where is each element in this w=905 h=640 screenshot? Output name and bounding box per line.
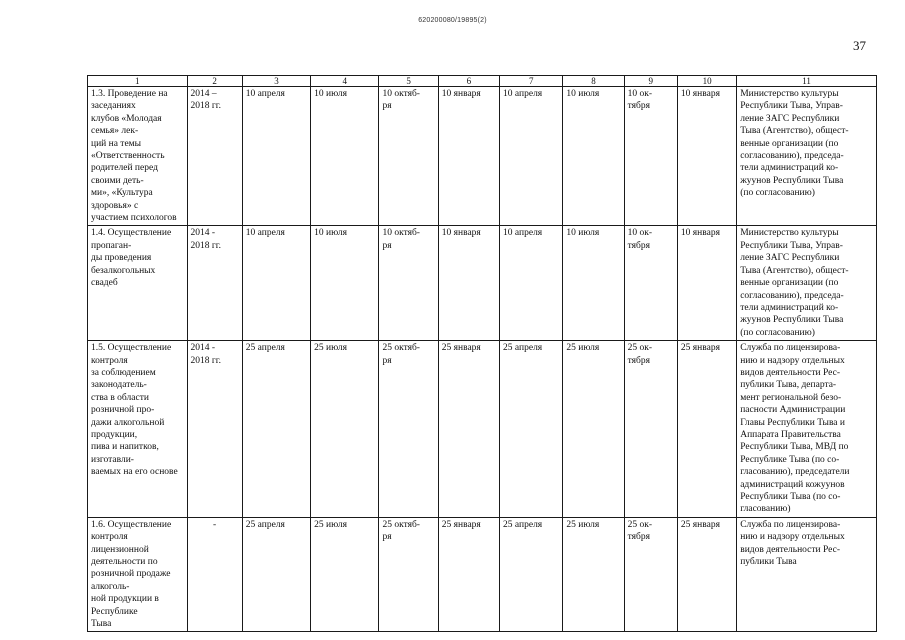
column-header: 2 [187, 76, 242, 87]
date-cell: 10 июля [563, 226, 624, 341]
table-row [88, 226, 877, 341]
period-cell: 2014 – 2018 гг. [187, 87, 242, 226]
date-cell: 25 октяб- ря [379, 341, 438, 518]
column-header: 7 [500, 76, 563, 87]
column-header: 3 [242, 76, 310, 87]
date-cell: 25 ок- тября [624, 341, 677, 518]
executors-cell: Служба по лицензирова- нию и надзору отдельных видов деятельности Рес- публики Тыва, департа- мент региональной безо- пасности Администрации Главы Республики Тыва и Аппарата Правительства Республики Тыва, МВД по Республике Тыва (по со- гласованию), председатели администраций кожуунов Республики Тыва (по со- гласованию) [737, 341, 877, 518]
executors-cell: Служба по лицензирова- нию и надзору отдельных видов деятельности Рес- публики Тыва [737, 517, 877, 632]
column-header: 6 [438, 76, 499, 87]
date-cell: 10 апреля [242, 226, 310, 341]
date-cell: 25 июля [311, 341, 379, 518]
column-header: 8 [563, 76, 624, 87]
column-number-row [88, 76, 877, 87]
date-cell: 10 июля [311, 87, 379, 226]
date-cell: 25 июля [311, 517, 379, 632]
column-header: 4 [311, 76, 379, 87]
date-cell: 25 октяб- ря [379, 517, 438, 632]
date-cell: 10 января [677, 226, 736, 341]
activity-cell: 1.3. Проведение на заседаниях клубов «Молодая семья» лек- ций на темы «Ответственность родителей перед своими деть- ми», «Культура здоровья» с участием психологов [88, 87, 188, 226]
period-cell: 2014 - 2018 гг. [187, 341, 242, 518]
executors-cell: Министерство культуры Республики Тыва, Управ- ление ЗАГС Республики Тыва (Агентство), общест- венные организации (по согласованию), председа- тели администраций ко- жуунов Республики Тыва (по согласованию) [737, 87, 877, 226]
table-row [88, 517, 877, 632]
date-cell: 10 января [438, 87, 499, 226]
column-header: 10 [677, 76, 736, 87]
date-cell: 25 апреля [500, 517, 563, 632]
date-cell: 10 ок- тября [624, 87, 677, 226]
activity-cell: 1.6. Осуществление контроля лицензионной деятельности по розничной продаже алкоголь- ной продукции в Республике Тыва [88, 517, 188, 632]
date-cell: 25 января [438, 341, 499, 518]
date-cell: 10 июля [563, 87, 624, 226]
activity-cell: 1.5. Осуществление контроля за соблюдением законодатель- ства в области розничной про- дажи алкогольной продукции, пива и напитков, изготавли- ваемых на его основе [88, 341, 188, 518]
date-cell: 25 апреля [242, 517, 310, 632]
date-cell: 10 апреля [500, 87, 563, 226]
date-cell: 10 января [677, 87, 736, 226]
date-cell: 10 января [438, 226, 499, 341]
document-id: 620200080/19895(2) [418, 17, 487, 24]
period-cell: - [187, 517, 242, 632]
period-cell: 2014 - 2018 гг. [187, 226, 242, 341]
table-row [88, 341, 877, 518]
page-number: 37 [853, 38, 866, 53]
executors-cell: Министерство культуры Республики Тыва, Управ- ление ЗАГС Республики Тыва (Агентство), общест- венные организации (по согласованию), председа- тели администраций ко- жуунов Республики Тыва (по согласованию) [737, 226, 877, 341]
column-header: 5 [379, 76, 438, 87]
column-header: 9 [624, 76, 677, 87]
date-cell: 25 января [438, 517, 499, 632]
date-cell: 25 ок- тября [624, 517, 677, 632]
date-cell: 25 апреля [242, 341, 310, 518]
date-cell: 10 ок- тября [624, 226, 677, 341]
activity-cell: 1.4. Осуществление пропаган- ды проведения безалкогольных свадеб [88, 226, 188, 341]
date-cell: 25 июля [563, 341, 624, 518]
date-cell: 10 апреля [242, 87, 310, 226]
date-cell: 10 июля [311, 226, 379, 341]
date-cell: 10 октяб- ря [379, 226, 438, 341]
date-cell: 25 июля [563, 517, 624, 632]
column-header: 11 [737, 76, 877, 87]
schedule-table [87, 75, 877, 632]
column-header: 1 [88, 76, 188, 87]
date-cell: 25 апреля [500, 341, 563, 518]
table-row [88, 87, 877, 226]
date-cell: 25 января [677, 517, 736, 632]
date-cell: 25 января [677, 341, 736, 518]
date-cell: 10 октяб- ря [379, 87, 438, 226]
date-cell: 10 апреля [500, 226, 563, 341]
